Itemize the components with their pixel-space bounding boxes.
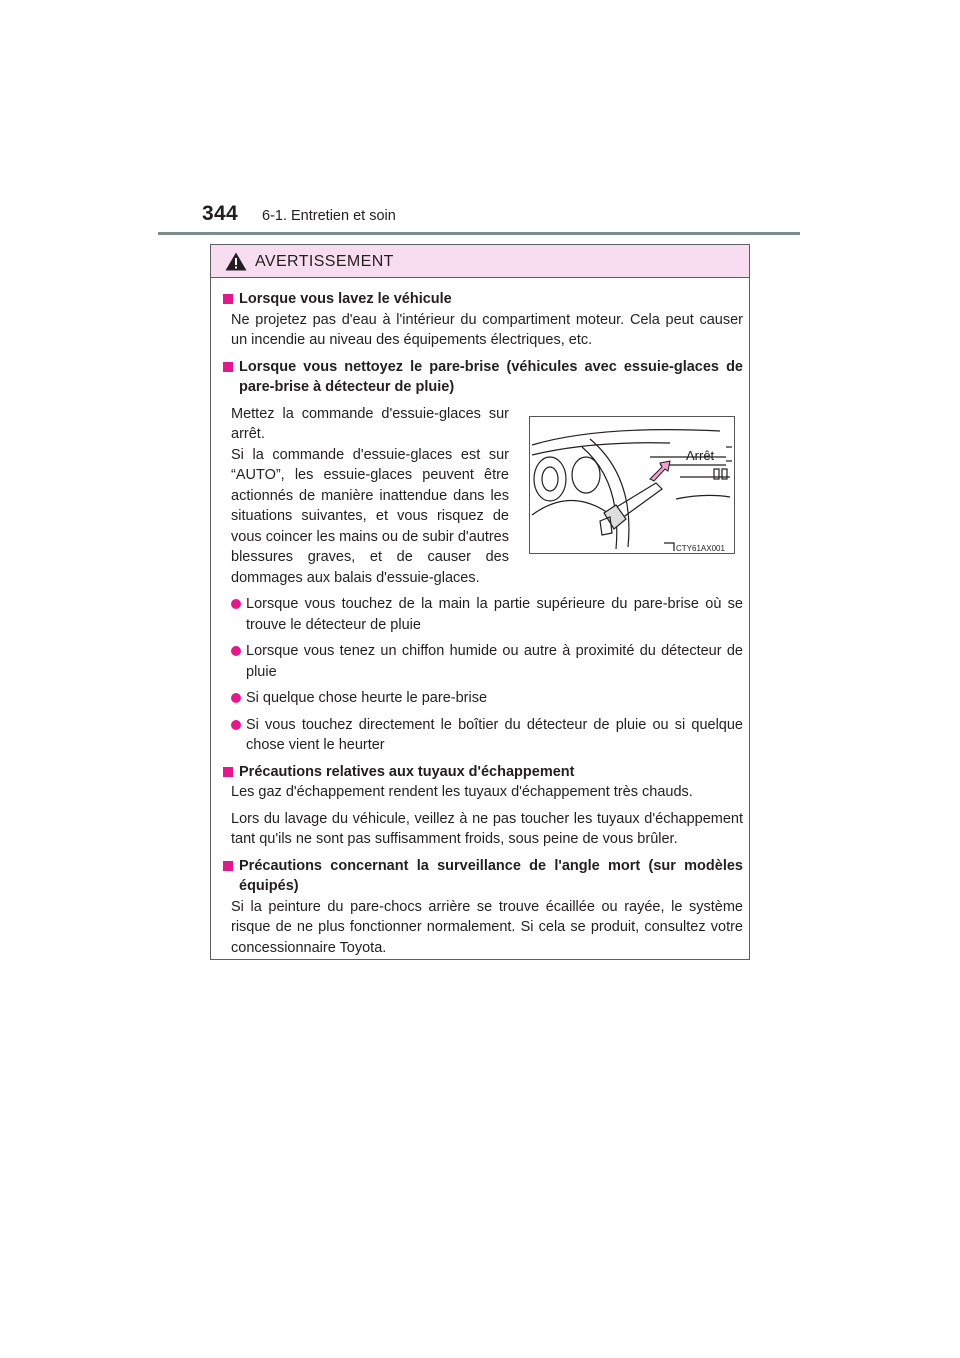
round-bullet-icon [231,693,241,703]
round-bullet-icon [231,720,241,730]
square-bullet-icon [223,861,233,871]
figure-block [223,404,743,589]
page-number: 344 [202,202,238,225]
warning-content [223,289,743,958]
square-bullet-icon [223,362,233,372]
section-heading: Précautions relatives aux tuyaux d'échappement [223,762,743,783]
paragraph: Les gaz d'échappement rendent les tuyaux d'échappement très chauds. [231,784,693,800]
section-heading: Lorsque vous nettoyez le pare-brise (véhicules avec essuie-glaces de pare-brise à détecteur de pluie) [223,357,743,398]
list-item: Lorsque vous tenez un chiffon humide ou autre à proximité du détecteur de pluie [223,641,743,682]
paragraph: Ne projetez pas d'eau à l'intérieur du compartiment moteur. Cela peut causer un incendie au niveau des équipements électriques, etc. [231,311,743,348]
steering-wheel-illustration [530,417,734,553]
figure-label: Arrêt [686,447,715,463]
warning-box [210,244,750,960]
square-bullet-icon [223,767,233,777]
section-heading: Précautions concernant la surveillance de l'angle mort (sur modèles équipés) [223,856,743,897]
round-bullet-icon [231,599,241,609]
section-heading: Lorsque vous lavez le véhicule [223,289,743,310]
list-item: Lorsque vous touchez de la main la partie supérieure du pare-brise où se trouve le détecteur de pluie [223,594,743,635]
warning-title: AVERTISSEMENT [255,253,394,270]
square-bullet-icon [223,294,233,304]
warning-header [211,245,749,278]
figure-paragraph: Mettez la commande d'essuie-glaces sur arrêt. Si la commande d'essuie-glaces est sur “AUTO”, les essuie-glaces peuvent être actionnés de manière inattendue dans les situations suivantes, et vous risquez de vous coincer les mains ou de subir d'autres blessures graves, et de causer des dommages aux balais d'essuie-glaces. [231,405,509,586]
round-bullet-icon [231,646,241,656]
section-title: 6-1. Entretien et soin [262,208,396,224]
figure-code: CTY61AX001 [676,543,725,553]
warning-triangle-icon [225,252,247,271]
list-item: Si quelque chose heurte le pare-brise [223,688,743,709]
wiper-switch-illustration [529,416,735,554]
header-rule [158,232,800,235]
paragraph: Si la peinture du pare-chocs arrière se trouve écaillée ou rayée, le système risque de ne plus fonctionner normalement. Si cela se produit, consultez votre concessionnaire Toyota. [231,898,743,956]
list-item: Si vous touchez directement le boîtier du détecteur de pluie ou si quelque chose vient le heurter [223,715,743,756]
paragraph: Lors du lavage du véhicule, veillez à ne pas toucher les tuyaux d'échappement tant qu'ils ne sont pas suffisamment froids, sous peine de vous brûler. [231,810,743,847]
